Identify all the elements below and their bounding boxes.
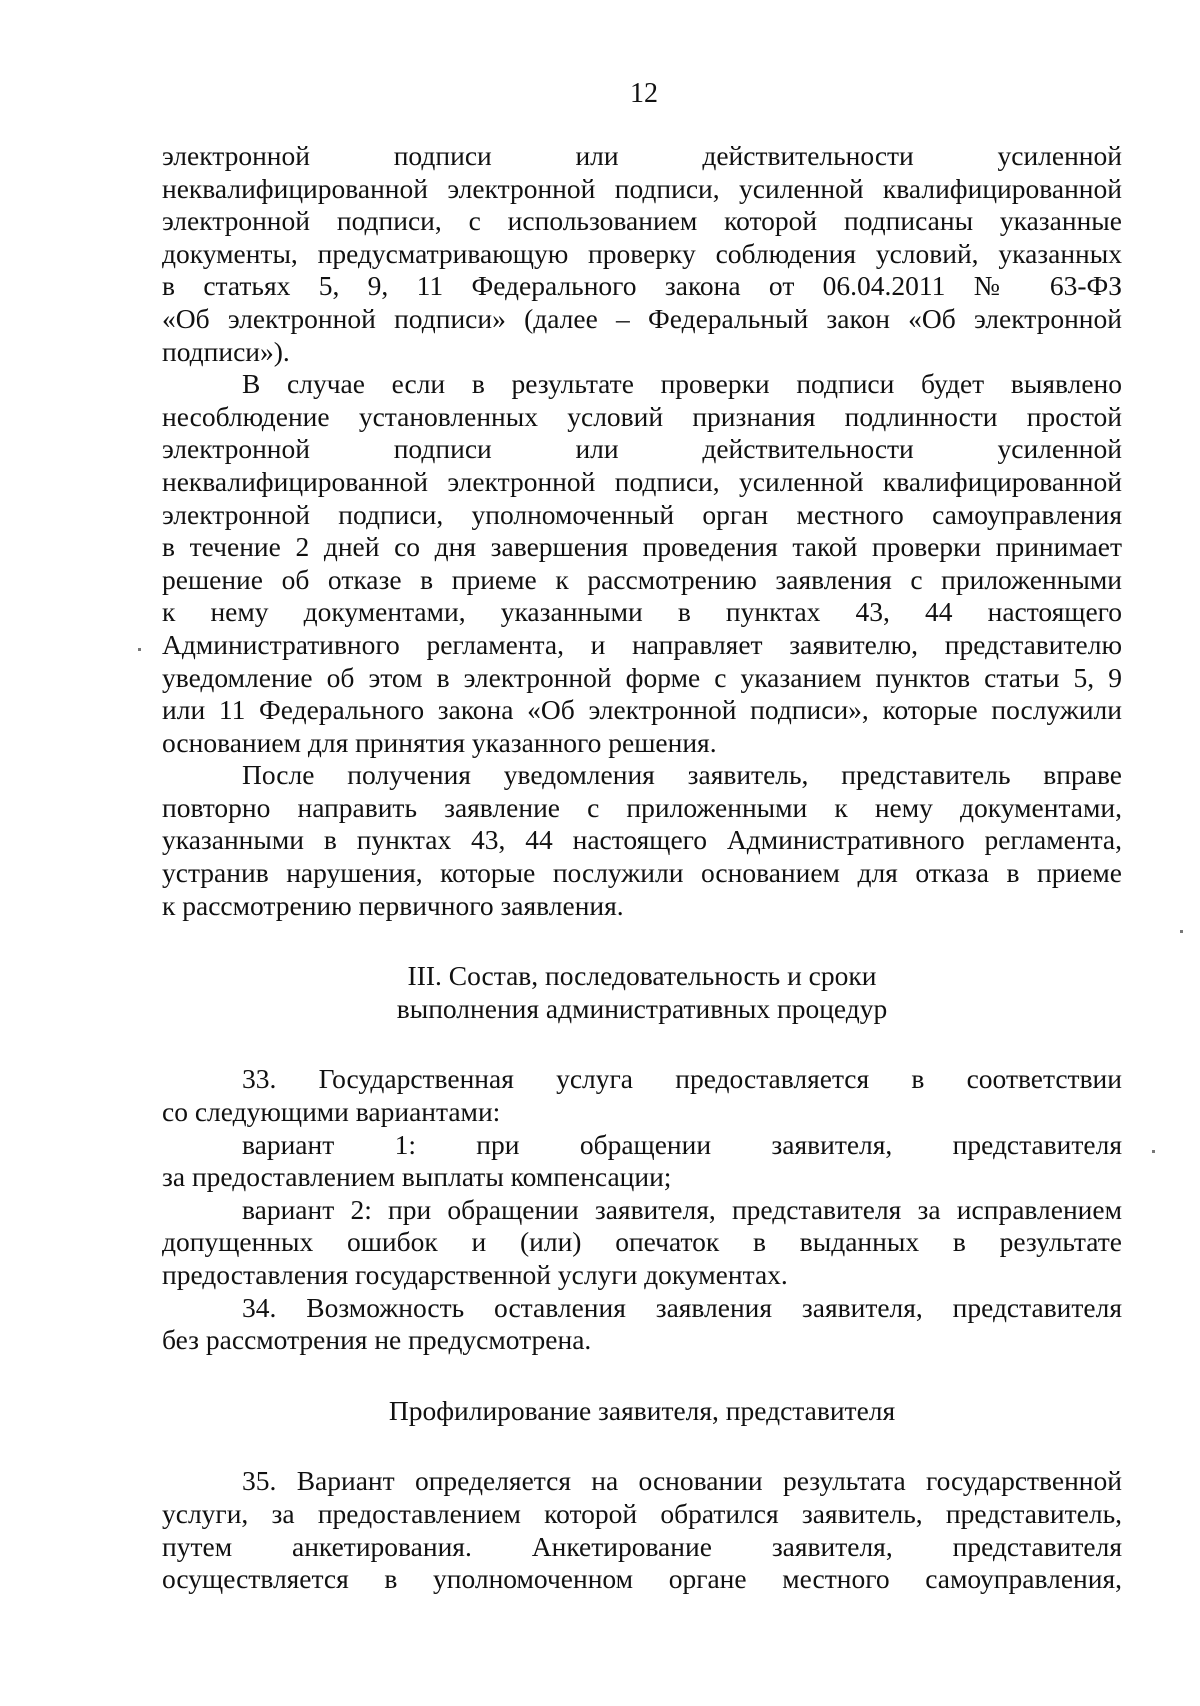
text-line: или 11 Федерального закона «Об электронной подписи», которые послужили bbox=[162, 694, 1122, 726]
text-line: электронной подписи, с использованием которой подписаны указанные bbox=[162, 205, 1122, 237]
heading-line: выполнения административных процедур bbox=[396, 992, 888, 1024]
text-line: устранив нарушения, которые послужили основанием для отказа в приеме bbox=[162, 857, 1122, 889]
text-line: к нему документами, указанными в пунктах 43, 44 настоящего bbox=[162, 596, 1122, 628]
text-line: электронной подписи или действительности усиленной bbox=[162, 433, 1122, 465]
section-heading-profiling bbox=[162, 1395, 1122, 1428]
text-line: за предоставлением выплаты компенсации; bbox=[162, 1161, 672, 1193]
text-line: вариант 2: при обращении заявителя, представителя за исправлением bbox=[242, 1193, 1122, 1225]
paragraph-signature-check-continuation bbox=[162, 140, 1122, 368]
text-line: 35. Вариант определяется на основании результата государственной bbox=[242, 1465, 1122, 1497]
text-line: неквалифицированной электронной подписи, усиленной квалифицированной bbox=[162, 172, 1122, 204]
text-line: путем анкетирования. Анкетирование заявителя, представителя bbox=[162, 1530, 1122, 1562]
text-line: без рассмотрения не предусмотрена. bbox=[162, 1324, 592, 1356]
text-line: После получения уведомления заявитель, представитель вправе bbox=[242, 759, 1122, 791]
text-line: вариант 1: при обращении заявителя, представителя bbox=[242, 1128, 1122, 1160]
text-line: 33. Государственная услуга предоставляется в соответствии bbox=[242, 1063, 1122, 1095]
item-35 bbox=[162, 1465, 1122, 1595]
text-line: решение об отказе в приеме к рассмотрению заявления с приложенными bbox=[162, 563, 1122, 595]
text-line: предоставления государственной услуги документах. bbox=[162, 1259, 788, 1290]
text-line: «Об электронной подписи» (далее – Федеральный закон «Об электронной bbox=[162, 302, 1122, 334]
variant-2 bbox=[162, 1194, 1122, 1292]
paragraph-resubmission bbox=[162, 759, 1122, 922]
text-line: со следующими вариантами: bbox=[162, 1096, 501, 1128]
text-line: В случае если в результате проверки подписи будет выявлено bbox=[242, 368, 1122, 400]
text-line: в течение 2 дней со дня завершения проведения такой проверки принимает bbox=[162, 531, 1122, 563]
text-line: документы, предусматривающую проверку соблюдения условий, указанных bbox=[162, 237, 1122, 269]
text-line: повторно направить заявление с приложенными к нему документами, bbox=[162, 791, 1122, 823]
text-line: подписи»). bbox=[162, 335, 290, 367]
text-line: указанными в пунктах 43, 44 настоящего Административного регламента, bbox=[162, 824, 1122, 856]
heading-line: III. Состав, последовательность и сроки bbox=[407, 960, 877, 992]
paragraph-signature-failure bbox=[162, 368, 1122, 759]
scan-speck bbox=[138, 648, 141, 651]
text-line: в статьях 5, 9, 11 Федерального закона от 06.04.2011 № 63-ФЗ bbox=[162, 270, 1122, 302]
item-33 bbox=[162, 1063, 1122, 1128]
text-line: к рассмотрению первичного заявления. bbox=[162, 889, 624, 921]
text-line: Административного регламента, и направляет заявителю, представителю bbox=[162, 628, 1122, 660]
text-line: электронной подписи или действительности усиленной bbox=[162, 140, 1122, 171]
text-line: основанием для принятия указанного решения. bbox=[162, 726, 717, 758]
text-line: уведомление об этом в электронной форме с указанием пунктов статьи 5, 9 bbox=[162, 661, 1122, 693]
variant-1 bbox=[162, 1129, 1122, 1194]
section-heading-iii bbox=[162, 960, 1122, 1025]
text-line: неквалифицированной электронной подписи, усиленной квалифицированной bbox=[162, 465, 1122, 497]
item-34 bbox=[162, 1292, 1122, 1357]
text-line: 34. Возможность оставления заявления заявителя, представителя bbox=[242, 1291, 1122, 1323]
text-line: несоблюдение установленных условий признания подлинности простой bbox=[162, 400, 1122, 432]
text-line: осуществляется в уполномоченном органе местного самоуправления, bbox=[162, 1563, 1122, 1595]
text-line: допущенных ошибок и (или) опечаток в выданных в результате bbox=[162, 1226, 1122, 1258]
text-line: электронной подписи, уполномоченный орган местного самоуправления bbox=[162, 498, 1122, 530]
text-line: услуги, за предоставлением которой обратился заявитель, представитель, bbox=[162, 1497, 1122, 1529]
heading-line: Профилирование заявителя, представителя bbox=[388, 1394, 896, 1426]
scan-speck bbox=[1180, 930, 1183, 933]
scan-speck bbox=[1152, 1150, 1155, 1153]
page-content bbox=[162, 140, 1122, 1596]
page-number: 12 bbox=[630, 78, 658, 109]
